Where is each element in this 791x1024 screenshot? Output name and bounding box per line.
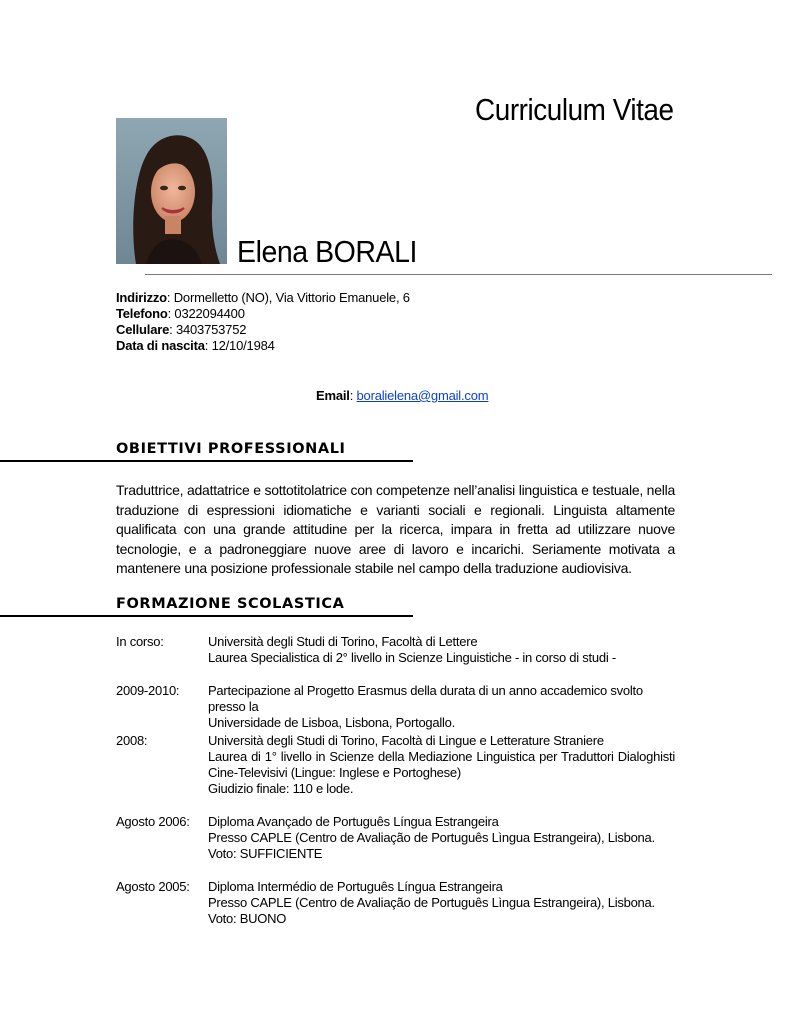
birthdate-row <box>116 338 410 354</box>
email-label: Email <box>316 388 350 403</box>
email-row <box>316 388 488 403</box>
education-line: Giudizio finale: 110 e lode. <box>208 781 354 796</box>
education-details <box>208 733 675 797</box>
education-details <box>208 814 675 862</box>
page-title: Curriculum Vitae <box>475 92 674 127</box>
mobile-value: : 3403753752 <box>169 322 247 337</box>
email-separator: : <box>349 388 357 403</box>
objectives-divider <box>0 460 413 462</box>
mobile-label: Cellulare <box>116 322 170 337</box>
candidate-name: Elena BORALI <box>237 234 417 269</box>
education-date: In corso: <box>116 634 164 649</box>
education-details <box>208 683 675 731</box>
education-line: Diploma Intermédio de Português Língua Estrangeira <box>208 879 503 894</box>
education-line: Presso CAPLE (Centro de Avaliação de Português Lìngua Estrangeira), Lisbona. <box>208 895 655 910</box>
address-row <box>116 290 410 306</box>
education-details <box>208 634 675 666</box>
education-heading: FORMAZIONE SCOLASTICA <box>116 596 345 612</box>
birthdate-value: : 12/10/1984 <box>204 338 275 353</box>
education-divider <box>0 615 413 617</box>
education-line: Partecipazione al Progetto Erasmus della durata di un anno accademico svolto presso la <box>208 683 643 714</box>
objectives-text: Traduttrice, adattatrice e sottotitolatrice con competenze nell’analisi linguistica e testuale, nella traduzione di espressioni idiomatiche e varianti sociali e regionali. Linguista altamente qualificata con una grande attitudine per la ricerca, impara in fretta ad utilizzare nuove tecnologie, e a padroneggiare nuove aree di lavoro e incarichi. Seriamente motivata a mantenere una posizione professionale stabile nel campo della traduzione audiovisiva. <box>116 482 675 576</box>
education-line: Cine-Televisivi (Lingue: Inglese e Portoghese) <box>208 765 461 780</box>
phone-label: Telefono <box>116 306 168 321</box>
profile-photo <box>116 118 227 264</box>
education-line: Voto: SUFFICIENTE <box>208 846 323 861</box>
education-line: Diploma Avançado de Português Língua Estrangeira <box>208 814 499 829</box>
objectives-heading: OBIETTIVI PROFESSIONALI <box>116 441 346 457</box>
education-line: Laurea di 1° livello in Scienze della Mediazione Linguistica per Traduttori Dialoghisti <box>208 749 675 764</box>
education-line: Presso CAPLE (Centro de Avaliação de Português Lìngua Estrangeira), Lisbona. <box>208 830 655 845</box>
phone-value: : 0322094400 <box>167 306 245 321</box>
education-date: 2009-2010: <box>116 683 180 698</box>
education-line: Universidade de Lisboa, Lisbona, Portogallo. <box>208 715 456 730</box>
phone-row <box>116 306 410 322</box>
name-divider <box>145 274 772 275</box>
education-date: Agosto 2005: <box>116 879 190 894</box>
education-line: Voto: BUONO <box>208 911 287 926</box>
mobile-row <box>116 322 410 338</box>
education-details <box>208 879 675 927</box>
education-line: Università degli Studi di Torino, Facoltà di Lingue e Letterature Straniere <box>208 733 604 748</box>
email-link[interactable]: boralielena@gmail.com <box>356 388 489 403</box>
education-date: Agosto 2006: <box>116 814 190 829</box>
birthdate-label: Data di nascita <box>116 338 205 353</box>
education-date: 2008: <box>116 733 148 748</box>
education-line: Università degli Studi di Torino, Facoltà di Lettere <box>208 634 478 649</box>
address-value: : Dormelletto (NO), Via Vittorio Emanuele, 6 <box>166 290 410 305</box>
education-line: Laurea Specialistica di 2° livello in Scienze Linguistiche - in corso di studi - <box>208 650 616 665</box>
address-label: Indirizzo <box>116 290 167 305</box>
contact-block <box>116 290 410 354</box>
